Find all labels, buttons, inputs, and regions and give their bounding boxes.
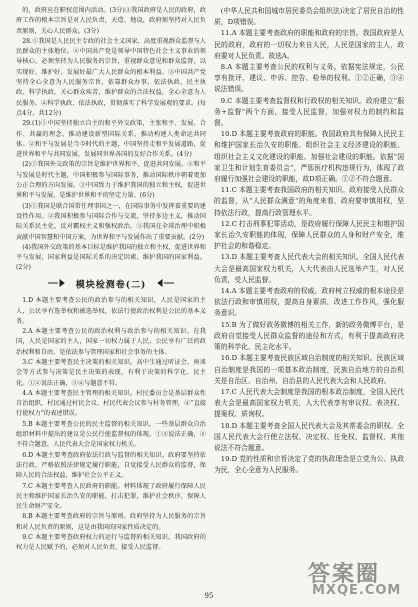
section-title bbox=[16, 278, 206, 293]
answer-item: 16.D 本题主要考查民族区域自治制度的相关知识。民族区域自治制度是我国的一项基本政治制度，民族自治地方的自治机关是自治区、自治州、自治县的人民代表大会和人民政府。 bbox=[214, 354, 404, 385]
answer-paragraph: (2)①我国外交政策的宗旨是维护世界和平、促进共同发展。②和平与发展是时代主题，中国积极参与国际事务，推动国际秩序朝着更加公正合理的方向发展。③中国致力于维护我国的独立和主权，促进世界和平与发展，是维护世界和平的坚定力量。(6分) bbox=[16, 161, 206, 200]
answer-item: 15.B 为了做好政务微博的相关工作，新的政务微博平台，是政府自觉接受人民群众监督的途径和方式，有利于提高政府决策的科学化、民主化水平。 bbox=[214, 320, 404, 352]
answer-item: 2.A 本题主要考查公民的政治权利与政治参与的相关知识。在我国，人民是国家的主人，国家一切权力属于人民，公民享有广泛的政治权利和自由，是依法参与管理国家和社会事务的主体。 bbox=[16, 328, 206, 356]
answer-item: 3.C 本题主要考查民主决策的相关知识。高中生通过听证会、座谈会等方式参与决策是民主决策的表现，有利于决策的科学化、民主化。①②说法正确，③④与题意不符。 bbox=[16, 359, 206, 387]
answer-item: 13.D 本题主要考查人民代表大会的相关知识。全国人民代表大会是最高国家权力机关，人大代表由人民选举产生，对人民负责，受人民监督。 bbox=[214, 253, 404, 284]
answer-paragraph: 28.①我国是人民民主专政的社会主义国家，高度重视群众监督与人民群众的主体地位。②中国共产党是领导中国特色社会主义事业的领导核心，必须坚持为人民服务的宗旨，重视群众意见和群众监督，以实现好、维护好、发展好最广大人民群众的根本利益。③中国共产党坚持全心全意为人民服务宗旨，依靠群众办事，依法执政，民主执政、科学执政，关心群众疾苦，维护群众的合法权益，全心全意为人民服务。④科学执政、依法执政，贯彻落实了科学发展观的要求。(每点4分，共12分) bbox=[16, 37, 206, 117]
left-column bbox=[16, 6, 206, 554]
answer-item: 17.C 人民代表大会制度是我国的根本政治制度，全国人民代表大会是最高国家权力机关，人大代表享有审议权、表决权、提案权、质询权。 bbox=[214, 387, 404, 419]
answer-item: 7.C 本题主要考查人民政府的职能。材料体现了政府履行保障人民民主和维护国家长治久安的职能，打击犯罪，维护社会秩序，保障人民生命财产安全。 bbox=[16, 482, 206, 511]
answer-item: 19.D 党的性质和宗旨决定了党的执政理念是立党为公、执政为民，全心全意为人民服务。 bbox=[214, 455, 404, 475]
answer-item: 11.C 本题主要考查我国政府的相关知识。政府接受人民群众的监督，从“人民群众满意”的角度来看，政府要审慎用权，坚持依法行政，提高行政管理水平。 bbox=[214, 186, 404, 217]
answer-item: 5.B 本题主要考查公民的民主监督的相关知识。一些基层群众自治组织材料中提出的建议是公民行使监督权的体现。①③说法正确，②不符合题意，人民代表大会是国家权力机关。 bbox=[16, 420, 206, 449]
watermark-sub: MXQE.COM bbox=[312, 583, 402, 598]
answer-paragraph: (4)我国外交政策的基本目标是维护我国的独立和主权，促进世界和平与发展，国家利益是国际关系的决定因素，维护我国的国家利益。(2分) bbox=[16, 243, 206, 272]
answer-item: 18.D 本题主要考查全国人民代表大会及其常委会的职权。全国人民代表大会行使立法权、决定权、任免权、监督权，其他说法不符合题意。 bbox=[214, 421, 404, 452]
answer-item: 9.C 本题主要考查监督权和行政权的相关知识。政府建立“服务+监督”两个方面，接受人民监督，加强对权力的制约和监督。 bbox=[214, 96, 404, 128]
answer-item: 9.C 本题主要考查政府权力的运行与监督的相关知识。我国政府的权力是人民赋予的，必须对人民负责，接受人民监督。 bbox=[16, 534, 206, 552]
answer-item: 1.D 本题主要考查公民的政治参与的相关知识，人民是国家的主人，公民享有选举权和被选举权，依法行使政治权利是公民的基本义务。 bbox=[16, 297, 206, 325]
answer-item: 6.D 本题主要考查政府依法行政与监督的相关知识。政府要坚持依法行政，严格依照法律规定履行职能，自觉接受人民群众的监督，保障人民的合法权益，维护社会公平正义。 bbox=[16, 451, 206, 480]
answer-item: 10.D 本题主要考查政府的职能。我国政府具有保障人民民主和维护国家长治久安的职能、组织社会主义经济建设的职能、组织社会主义文化建设的职能、加强社会建设的职能。依据“国家卫生和计划生育委员会”，严惩医疗机构违规行为，体现了政府履行加强社会建设的职能，故D项正确。①②不符合题意。 bbox=[214, 130, 404, 184]
answer-paragraph: 29.(1)①中国坚持独立自主的和平外交政策，主张和平、发展、合作、共赢的理念，推动建设新型国际关系，推动构建人类命运共同体。②和平与发展是当今时代的主题，中国坚持走和平发展道路，促进世界和平与共同发展，发展同世界各国的友好合作关系。(4分) bbox=[16, 120, 206, 159]
watermark-main: 答案圈 bbox=[308, 562, 381, 587]
answer-item: 12.C 打击刑事犯罪活动，是政府履行保障人民民主和维护国家长治久安职能的体现，保障人民群众的人身和财产安全，维护社会的和谐稳定。 bbox=[214, 219, 404, 251]
answer-paragraph: (3)①我国是联合国常任理事国之一，在国际事务中发挥着重要的建设性作用。②我国积极参与国际合作与交流，坚持多边主义，推动国际关系民主化，反对霸权主义和强权政治。③我国在全球治理中积极贡献中国智慧和中国方案，为世界和平与发展作出了重要贡献。(2分) bbox=[16, 202, 206, 241]
answer-paragraph: 的，政府应在职权范围内活动。(3分)③我国政府是人民的政府，政府工作的根本宗旨是对人民负责，天造、地设，政府须坚持对人民负责原则，关心人民群众。(3分) bbox=[16, 7, 206, 35]
answer-item: (中华人民共和国城市居民委员会组织法)决定了居民自治的性质，D项错误。 bbox=[214, 7, 404, 27]
answer-item: 8.B 本题主要考查政府的宗旨与原则。政府坚持为人民服务的宗旨和对人民负责的原则，这是由我国的国家性质决定的。 bbox=[16, 513, 206, 531]
title-ornament-icon bbox=[156, 278, 174, 292]
answer-item: 4.A 本题主要考查民主管理的相关知识。村民委员会是基层群众性自治组织，村民通过村民会议、村民代表会议参与村务管理，④“直接行使权力”的表述错误。 bbox=[16, 389, 206, 418]
answer-item: 11.A 本题主要考查政府的职能和政府的宗旨。我国政府是人民的政府，政府的一切权力来自人民，人民是国家的主人，政府要对人民负责。故选A。 bbox=[214, 29, 404, 60]
right-column bbox=[214, 6, 404, 477]
watermark-logo bbox=[308, 557, 412, 601]
title-ornament-icon bbox=[48, 278, 66, 292]
answer-item: 8.A 本题主要考查公民的权利与义务。依据宪法规定，公民享有批评、建议、申诉、控告、检举的权利。①②正确，③④说法错误。 bbox=[214, 63, 404, 94]
section-title-text: 模块检测卷(二) bbox=[75, 280, 147, 291]
page-number: 95 bbox=[204, 592, 214, 600]
answer-item: 14.A 本题主要考查政府的权威。政府树立权威的根本途径是依法行政和审慎用权，提高自身素质，改进工作作风，强化服务意识。 bbox=[214, 287, 404, 318]
